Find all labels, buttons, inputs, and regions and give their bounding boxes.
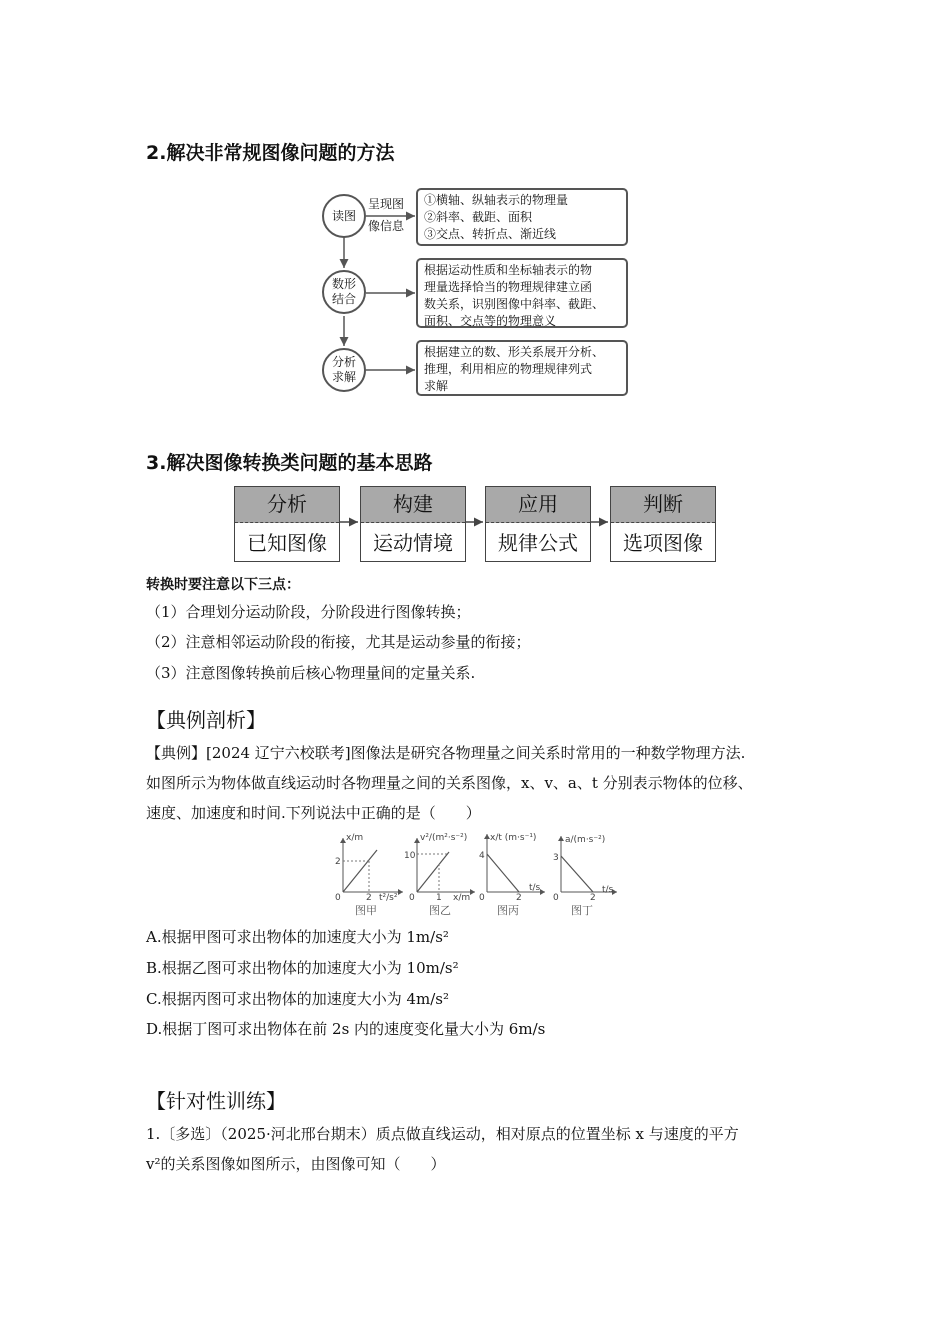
graph-ding-caption: 图丁 [571, 904, 593, 917]
graph-bing-origin: 0 [479, 893, 485, 903]
step-apply: 应用 规律公式 [485, 486, 591, 562]
graph-jia-ytick: 2 [335, 857, 341, 867]
read-label-2: 像信息 [368, 219, 405, 233]
note-2: （2）注意相邻运动阶段的衔接，尤其是运动参量的衔接； [146, 633, 531, 651]
graph-yi [404, 833, 475, 917]
method-flow-diagram [310, 180, 640, 400]
conversion-steps [234, 486, 724, 566]
flow-box-info: ①横轴、纵轴表示的物理量 ②斜率、截距、面积 ③交点、转折点、渐近线 [416, 188, 628, 246]
graph-jia-xtick: 2 [366, 893, 372, 903]
graph-yi-xtick: 1 [436, 893, 442, 903]
example-graphs [325, 830, 625, 920]
option-a: A.根据甲图可求出物体的加速度大小为 1m/s² [146, 928, 449, 946]
training-heading: 【针对性训练】 [146, 1089, 286, 1113]
read-label-1: 呈现图 [368, 197, 405, 211]
step-construct: 构建 运动情境 [360, 486, 466, 562]
training-line-1: 1.〔多选〕（2025·河北邢台期末）质点做直线运动，相对原点的位置坐标 x 与速度的平方 [146, 1125, 739, 1143]
option-c: C.根据丙图可求出物体的加速度大小为 4m/s² [146, 990, 450, 1008]
graph-ding-xlabel: t/s [602, 885, 614, 895]
option-b: B.根据乙图可求出物体的加速度大小为 10m/s² [146, 959, 459, 977]
graph-jia [335, 833, 403, 917]
graph-jia-ylabel: x/m [346, 833, 364, 843]
section3-title: 3.解决图像转换类问题的基本思路 [146, 452, 433, 474]
note-3: （3）注意图像转换前后核心物理量间的定量关系. [146, 664, 476, 682]
graph-bing-line [487, 854, 519, 892]
graph-bing-xtick: 2 [516, 893, 522, 903]
graph-bing-xlabel: t/s [529, 883, 541, 893]
step-analyze: 分析 已知图像 [234, 486, 340, 562]
graph-jia-caption: 图甲 [355, 904, 377, 917]
graph-yi-ylabel: v²/(m²·s⁻²) [420, 833, 468, 843]
graph-ding-xtick: 2 [590, 893, 596, 903]
option-d: D.根据丁图可求出物体在前 2s 内的速度变化量大小为 6m/s [146, 1020, 546, 1038]
graph-yi-xlabel: x/m [453, 893, 471, 903]
flow-node-combine: 数形结合 [322, 270, 366, 314]
graph-jia-line [343, 850, 377, 892]
flow-node-solve: 分析求解 [322, 348, 366, 392]
flow-box-solve: 根据建立的数、形关系展开分析、 推理，利用相应的物理规律列式 求解 [416, 340, 628, 396]
graph-yi-caption: 图乙 [429, 904, 451, 917]
graph-bing [479, 833, 545, 917]
graph-ding-line [561, 856, 593, 892]
example-line-1: 【典例】[2024 辽宁六校联考]图像法是研究各物理量之间关系时常用的一种数学物理方法. [146, 744, 746, 762]
graph-yi-origin: 0 [409, 893, 415, 903]
graph-bing-ylabel: x/t (m·s⁻¹) [490, 833, 537, 843]
graph-yi-line [417, 852, 449, 892]
notes-title: 转换时要注意以下三点： [146, 577, 300, 593]
graph-bing-ytick: 4 [479, 851, 485, 861]
graph-ding-ytick: 3 [553, 853, 559, 863]
graph-bing-caption: 图丙 [497, 904, 519, 917]
graph-ding [553, 835, 617, 917]
note-1: （1）合理划分运动阶段，分阶段进行图像转换； [146, 603, 471, 621]
section2-title: 2.解决非常规图像问题的方法 [146, 142, 395, 164]
example-heading: 【典例剖析】 [146, 708, 266, 732]
step-judge: 判断 选项图像 [610, 486, 716, 562]
training-line-2: v²的关系图像如图所示，由图像可知（ ） [146, 1155, 446, 1173]
graph-jia-origin: 0 [335, 893, 341, 903]
graph-yi-ytick: 10 [404, 851, 416, 861]
graph-ding-ylabel: a/(m·s⁻²) [565, 835, 606, 845]
example-line-3: 速度、加速度和时间.下列说法中正确的是（ ） [146, 804, 481, 822]
graph-jia-xlabel: t²/s² [379, 893, 398, 903]
graph-ding-origin: 0 [553, 893, 559, 903]
example-line-2: 如图所示为物体做直线运动时各物理量之间的关系图像，x、v、a、t 分别表示物体的位移、 [146, 774, 753, 792]
flow-node-read: 读图 [322, 194, 366, 238]
flow-box-combine: 根据运动性质和坐标轴表示的物 理量选择恰当的物理规律建立函 数关系，识别图像中斜率、截距、 面积、交点等的物理意义 [416, 258, 628, 328]
